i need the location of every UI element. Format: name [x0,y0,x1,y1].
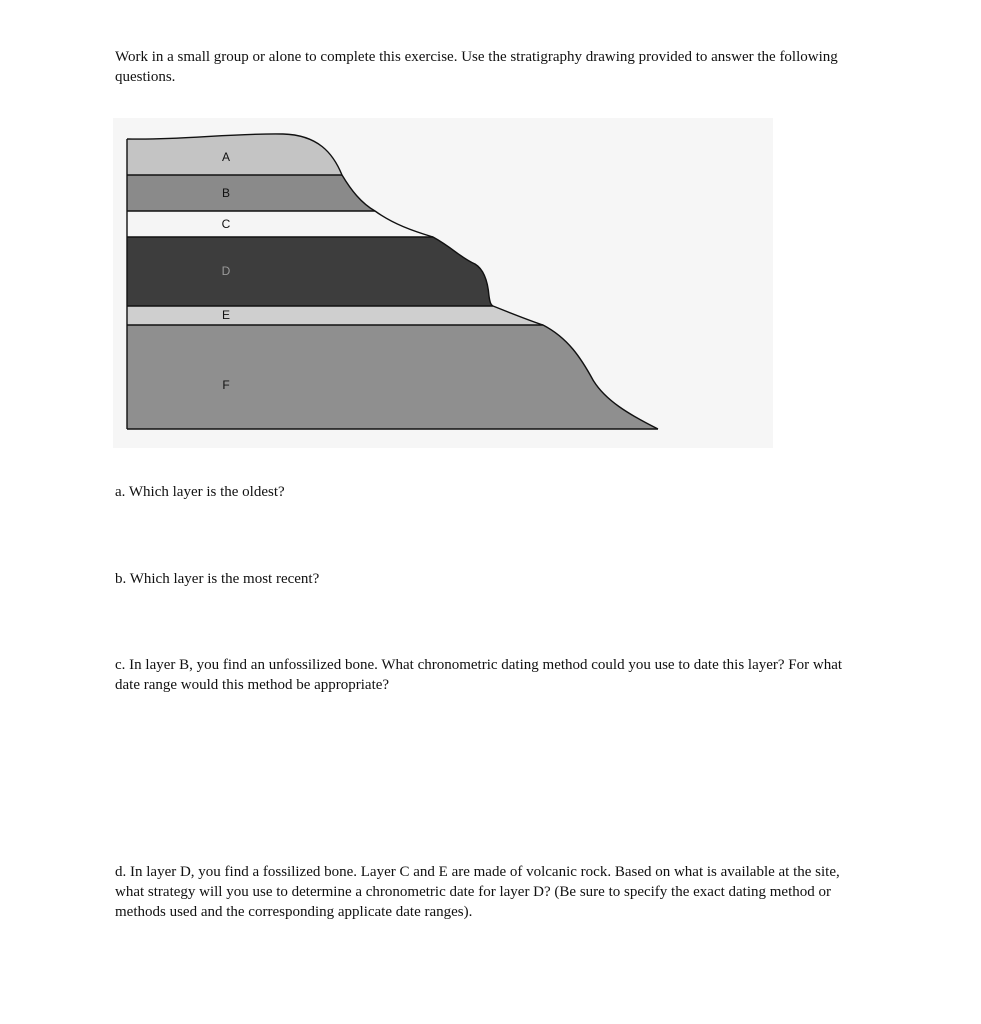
layer-label-e: E [221,308,231,323]
layer-label-d: D [221,264,231,279]
question-a: a. Which layer is the oldest? [115,484,285,500]
layer-d [127,237,493,306]
stratigraphy-diagram [113,118,773,448]
layer-label-f: F [222,378,230,393]
question-d: d. In layer D, you find a fossilized bone. Layer C and E are made of volcanic rock. Based on what is available at the site, what strategy will you use to determine a chronometric date for layer D? (Be sure to specify the exact dating method or methods used and the corresponding applicate date ranges). [115,864,840,920]
layer-b [127,175,375,211]
layer-label-c: C [221,217,231,232]
layer-label-b: B [221,186,231,201]
layer-a [127,134,342,175]
instructions-text: Work in a small group or alone to complete this exercise. Use the stratigraphy drawing provided to answer the following questions. [115,49,838,85]
layer-label-a: A [221,150,231,165]
question-b: b. Which layer is the most recent? [115,571,320,587]
layer-e [127,306,543,325]
question-c: c. In layer B, you find an unfossilized bone. What chronometric dating method could you use to date this layer? For what date range would this method be appropriate? [115,657,843,693]
